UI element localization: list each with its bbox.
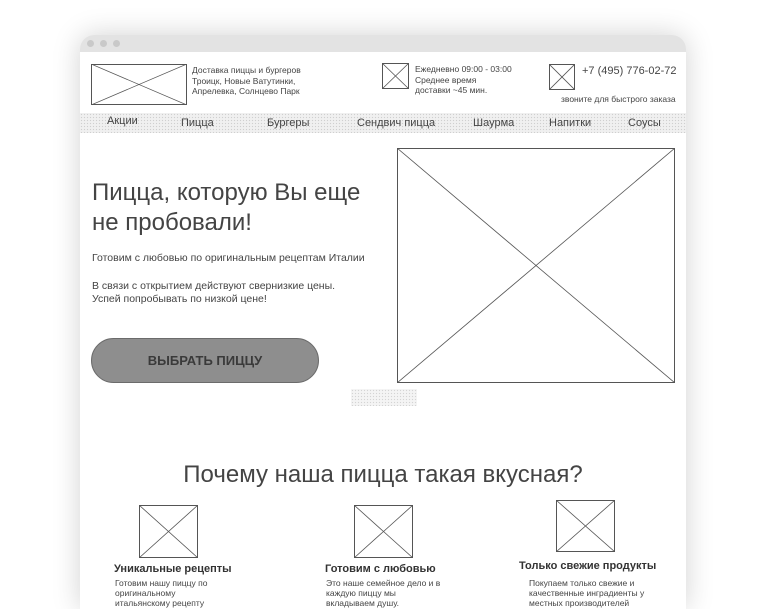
hero-promo-line: В связи с открытием действуют свернизкие цены. xyxy=(92,280,336,292)
hero-promo-line: Успей попробывать по низкой цене! xyxy=(92,293,267,305)
feature-title: Уникальные рецепты xyxy=(114,563,232,575)
choose-pizza-button[interactable]: ВЫБРАТЬ ПИЦЦУ xyxy=(91,338,319,383)
window-titlebar xyxy=(80,35,686,52)
feature-text xyxy=(326,578,440,608)
hours-line: Ежедневно 09:00 - 03:00 xyxy=(415,64,512,74)
feature-title: Только свежие продукты xyxy=(519,560,657,572)
hours-line: Среднее время xyxy=(415,74,477,85)
feature-text-line: каждую пиццу мы xyxy=(326,588,396,598)
hero-title: Пицца, которую Вы еще не пробовали! xyxy=(92,179,361,236)
fresh-products-icon xyxy=(556,500,615,552)
delivery-line: Троицк, Новые Ватутинки, xyxy=(192,75,296,86)
window-dot-icon[interactable] xyxy=(87,40,94,47)
window-dot-icon[interactable] xyxy=(113,40,120,47)
nav-item-burgers[interactable]: Бургеры xyxy=(267,117,310,129)
hero-promo xyxy=(92,280,335,306)
nav-item-shawarma[interactable]: Шаурма xyxy=(473,117,515,129)
nav-item-sauces[interactable]: Соусы xyxy=(628,117,661,129)
feature-text-line: итальянскому рецепту xyxy=(115,598,205,608)
phone-icon xyxy=(549,64,575,90)
hero-subtitle: Готовим с любовью по оригинальным рецептам Италии xyxy=(92,252,365,264)
slider-pagination[interactable] xyxy=(351,389,417,406)
delivery-info xyxy=(192,65,301,97)
nav-item-drinks[interactable]: Напитки xyxy=(549,117,592,129)
hero-image-placeholder xyxy=(397,148,675,383)
nav-item-pizza[interactable]: Пицца xyxy=(181,117,214,129)
feature-text xyxy=(115,578,207,608)
feature-title: Готовим с любовью xyxy=(325,563,436,575)
nav-item-sandwich-pizza[interactable]: Сендвич пицца xyxy=(357,117,436,129)
feature-text-line: оригинальному xyxy=(115,588,176,598)
hours-info xyxy=(415,64,512,96)
heart-icon xyxy=(354,505,413,558)
clock-icon xyxy=(382,63,409,89)
delivery-line: Доставка пиццы и бургеров xyxy=(192,65,301,75)
feature-text-line: Покупаем только свежие и xyxy=(529,578,635,588)
phone-hint: звоните для быстрого заказа xyxy=(561,94,676,104)
recipe-icon xyxy=(139,505,198,558)
feature-text-line: Готовим нашу пиццу по xyxy=(115,578,208,588)
browser-window xyxy=(80,35,686,609)
nav-item-promo[interactable]: Акции xyxy=(107,115,138,127)
feature-text-line: качественные инградиенты у xyxy=(529,588,645,598)
feature-text-line: Это наше семейное дело и в xyxy=(326,578,441,588)
window-dot-icon[interactable] xyxy=(100,40,107,47)
feature-text-line: местных производителей xyxy=(529,598,630,608)
feature-text xyxy=(529,578,644,608)
hours-line: доставки ~45 мин. xyxy=(415,85,488,95)
feature-text-line: вкладываем душу. xyxy=(326,598,399,608)
logo-placeholder[interactable] xyxy=(91,64,187,105)
delivery-line: Апрелевка, Солнцево Парк xyxy=(192,86,300,96)
phone-number[interactable]: +7 (495) 776-02-72 xyxy=(582,65,677,77)
main-nav xyxy=(80,113,686,133)
features-title: Почему наша пицца такая вкусная? xyxy=(183,461,583,488)
